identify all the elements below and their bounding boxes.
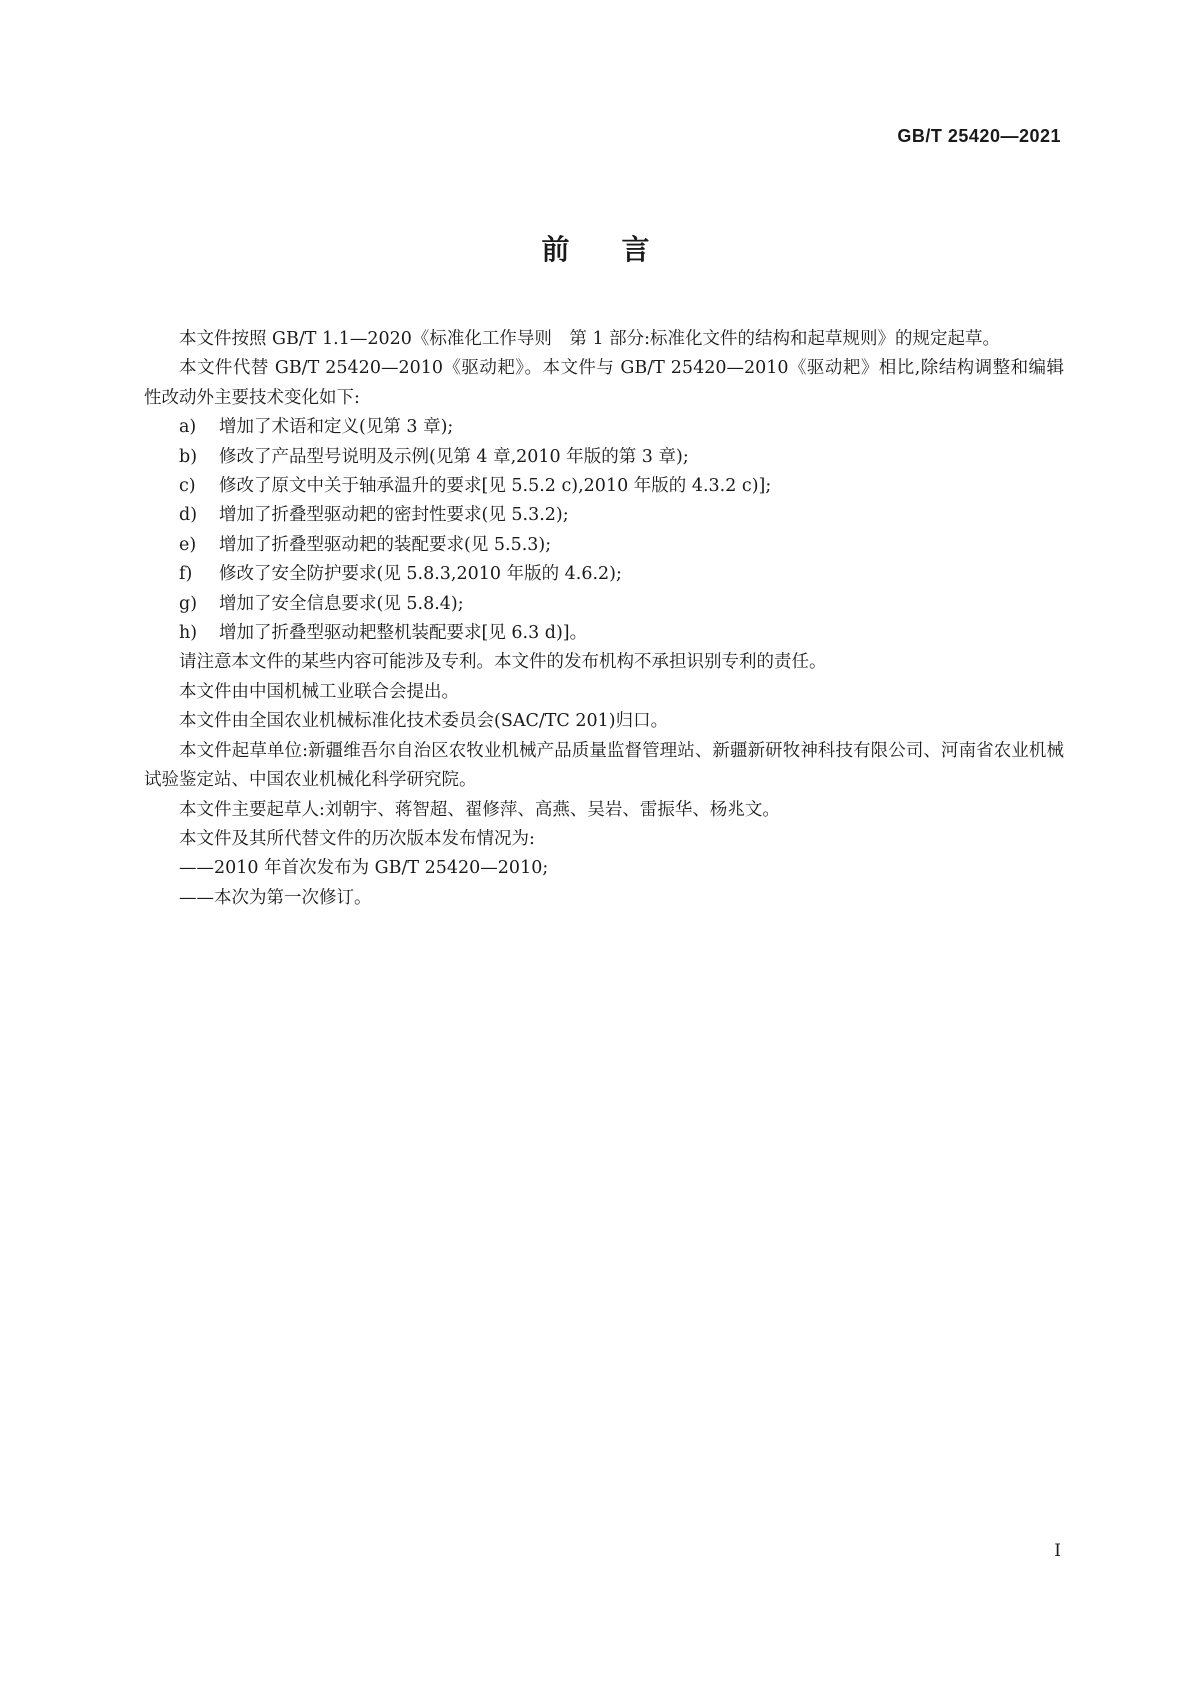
- list-item: [144, 590, 1064, 619]
- list-item-text: 增加了术语和定义(见第 3 章);: [219, 417, 454, 438]
- paragraph-drafting-rules: 本文件按照 GB/T 1.1—2020《标准化工作导则 第 1 部分:标准化文件的结构和起草规则》的规定起草。: [179, 329, 1001, 349]
- list-item-label: g): [179, 593, 198, 614]
- list-item-label: c): [179, 476, 196, 497]
- paragraph-patent-notice: 请注意本文件的某些内容可能涉及专利。本文件的发布机构不承担识别专利的责任。: [179, 652, 827, 673]
- paragraph-version-history: 本文件及其所代替文件的历次版本发布情况为:: [179, 828, 535, 849]
- list-item: [144, 443, 1064, 472]
- paragraph-proposer: 本文件由中国机械工业联合会提出。: [179, 681, 459, 702]
- list-item: [144, 619, 1064, 648]
- page-title: 前言: [541, 233, 702, 266]
- list-item-text: 修改了原文中关于轴承温升的要求[见 5.5.2 c),2010 年版的 4.3.2 c)];: [219, 476, 772, 497]
- list-item: [144, 501, 1064, 530]
- list-item-label: d): [179, 505, 198, 526]
- list-item-text: 增加了折叠型驱动耙整机装配要求[见 6.3 d)]。: [219, 623, 588, 644]
- paragraph-drafting-units: 本文件起草单位:新疆维吾尔自治区农牧业机械产品质量监督管理站、新疆新研牧神科技有限公司、河南省农业机械试验鉴定站、中国农业机械化科学研究院。: [144, 740, 1064, 791]
- list-item-text: 修改了安全防护要求(见 5.8.3,2010 年版的 4.6.2);: [219, 564, 622, 585]
- list-item: [144, 472, 1064, 501]
- list-item-label: b): [179, 446, 198, 467]
- history-item: ——本次为第一次修订。: [179, 887, 372, 908]
- list-item: [144, 560, 1064, 589]
- foreword-body: [144, 325, 1064, 913]
- list-item: [144, 531, 1064, 560]
- list-item-text: 修改了产品型号说明及示例(见第 4 章,2010 年版的第 3 章);: [219, 446, 689, 467]
- paragraph-replacement: 本文件代替 GB/T 25420—2010《驱动耙》。本文件与 GB/T 25420—2010《驱动耙》相比,除结构调整和编辑性改动外主要技术变化如下:: [144, 358, 1064, 408]
- paragraph-drafters: 本文件主要起草人:刘朝宇、蒋智超、翟修萍、高燕、吴岩、雷振华、杨兆文。: [179, 799, 780, 820]
- list-item-label: f): [179, 564, 193, 585]
- history-item: ——2010 年首次发布为 GB/T 25420—2010;: [179, 858, 549, 879]
- list-item-text: 增加了折叠型驱动耙的密封性要求(见 5.3.2);: [219, 505, 569, 526]
- list-item-label: e): [179, 534, 197, 555]
- list-item-text: 增加了折叠型驱动耙的装配要求(见 5.5.3);: [219, 534, 552, 555]
- paragraph-committee: 本文件由全国农业机械标准化技术委员会(SAC/TC 201)归口。: [179, 711, 669, 732]
- page-number: I: [1054, 1541, 1061, 1561]
- document-code: GB/T 25420—2021: [897, 126, 1061, 146]
- list-item: [144, 413, 1064, 442]
- list-item-text: 增加了安全信息要求(见 5.8.4);: [219, 593, 464, 614]
- list-item-label: h): [179, 623, 198, 644]
- list-item-label: a): [179, 417, 197, 438]
